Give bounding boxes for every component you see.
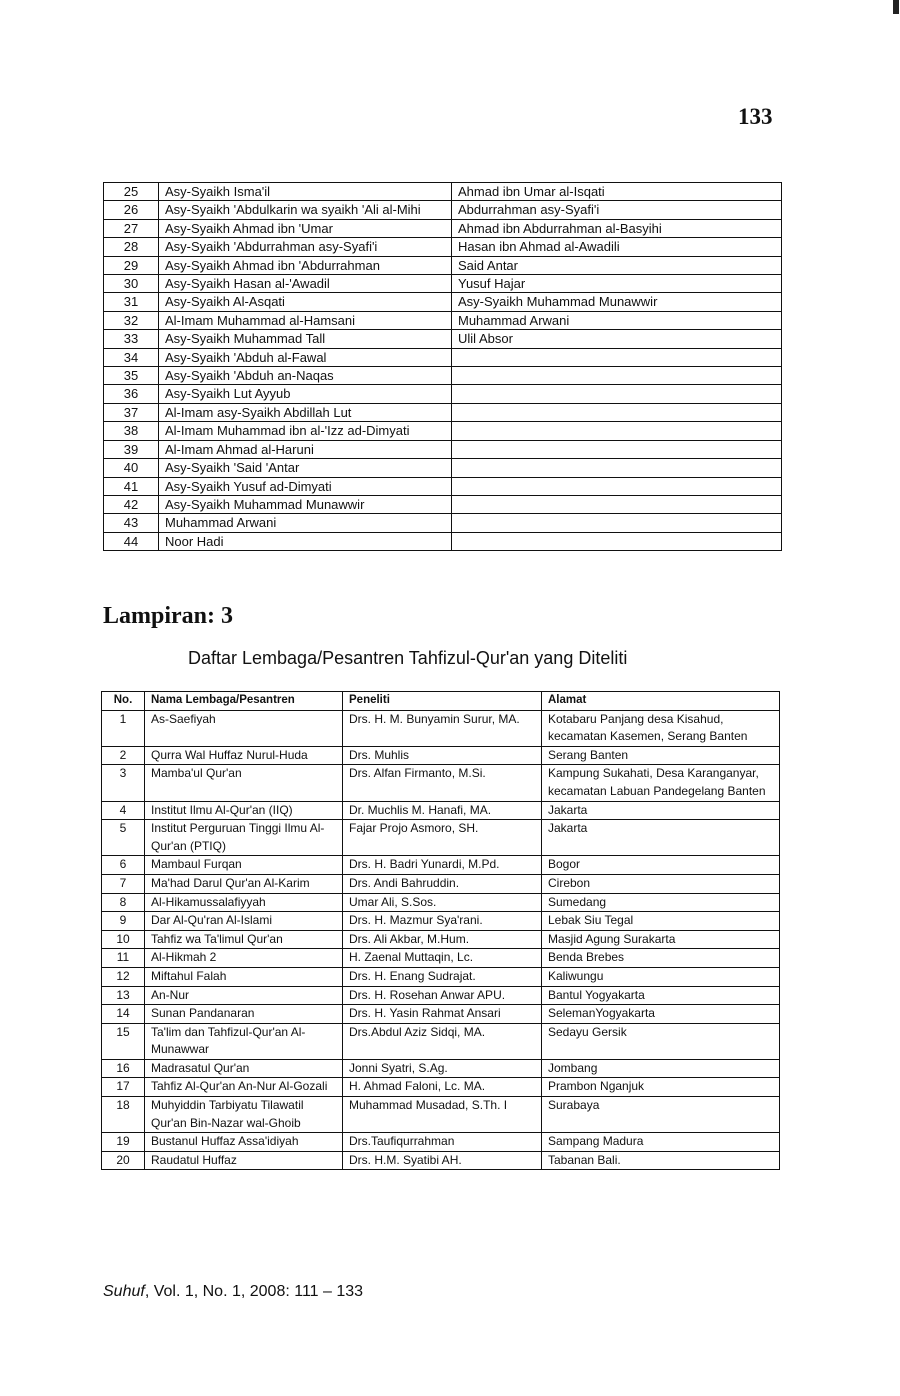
- row-number: 30: [104, 275, 159, 293]
- table-row: [102, 874, 780, 893]
- sanad-name-alt: Ulil Absor: [452, 330, 782, 348]
- pesantren-name: Institut Ilmu Al-Qur'an (IIQ): [145, 801, 343, 820]
- table-row: [102, 746, 780, 765]
- table-row: [102, 820, 780, 856]
- table-row: [102, 1059, 780, 1078]
- sanad-name-alt: Ahmad ibn Abdurrahman al-Basyihi: [452, 219, 782, 237]
- row-number: 3: [102, 765, 145, 801]
- address: Kaliwungu: [542, 967, 780, 986]
- sanad-name: Asy-Syaikh 'Said 'Antar: [159, 459, 452, 477]
- table-row: [104, 219, 782, 237]
- row-number: 15: [102, 1023, 145, 1059]
- table-row: [102, 856, 780, 875]
- sanad-table: [103, 182, 782, 551]
- row-number: 1: [102, 710, 145, 746]
- address: Sampang Madura: [542, 1133, 780, 1152]
- researcher-name: Fajar Projo Asmoro, SH.: [343, 820, 542, 856]
- citation-details: , Vol. 1, No. 1, 2008: 111 – 133: [144, 1283, 364, 1300]
- row-number: 16: [102, 1059, 145, 1078]
- pesantren-name: Mambaul Furqan: [145, 856, 343, 875]
- address: SelemanYogyakarta: [542, 1005, 780, 1024]
- table-row: [102, 1078, 780, 1097]
- pesantren-name: Raudatul Huffaz: [145, 1151, 343, 1170]
- address: Bantul Yogyakarta: [542, 986, 780, 1005]
- researcher-name: Drs. H. Badri Yunardi, M.Pd.: [343, 856, 542, 875]
- sanad-name-alt: [452, 422, 782, 440]
- table-row: [104, 256, 782, 274]
- sanad-name: Asy-Syaikh Ahmad ibn 'Abdurrahman: [159, 256, 452, 274]
- pesantren-table-body: [102, 710, 780, 1170]
- address: Surabaya: [542, 1097, 780, 1133]
- sanad-name: Asy-Syaikh Muhammad Munawwir: [159, 495, 452, 513]
- pesantren-name: Al-Hikamussalafiyyah: [145, 893, 343, 912]
- pesantren-name: Tahfiz Al-Qur'an An-Nur Al-Gozali: [145, 1078, 343, 1097]
- sanad-name: Muhammad Arwani: [159, 514, 452, 532]
- row-number: 35: [104, 367, 159, 385]
- pesantren-name: Ta'lim dan Tahfizul-Qur'an Al-Munawwar: [145, 1023, 343, 1059]
- row-number: 20: [102, 1151, 145, 1170]
- row-number: 38: [104, 422, 159, 440]
- sanad-name-alt: [452, 514, 782, 532]
- researcher-name: Drs. Ali Akbar, M.Hum.: [343, 930, 542, 949]
- row-number: 19: [102, 1133, 145, 1152]
- sanad-name-alt: Said Antar: [452, 256, 782, 274]
- row-number: 25: [104, 183, 159, 201]
- address: Sumedang: [542, 893, 780, 912]
- sanad-name: Asy-Syaikh Hasan al-'Awadil: [159, 275, 452, 293]
- address: Kampung Sukahati, Desa Karanganyar, kecamatan Labuan Pandegelang Banten: [542, 765, 780, 801]
- sanad-name: Asy-Syaikh Yusuf ad-Dimyati: [159, 477, 452, 495]
- sanad-name-alt: [452, 367, 782, 385]
- pesantren-name: Qurra Wal Huffaz Nurul-Huda: [145, 746, 343, 765]
- sanad-name-alt: Asy-Syaikh Muhammad Munawwir: [452, 293, 782, 311]
- table-row: [104, 422, 782, 440]
- researcher-name: Drs. H.M. Syatibi AH.: [343, 1151, 542, 1170]
- sanad-name: Asy-Syaikh Lut Ayyub: [159, 385, 452, 403]
- table-row: [104, 293, 782, 311]
- row-number: 13: [102, 986, 145, 1005]
- table-row: [102, 930, 780, 949]
- table-row: [102, 893, 780, 912]
- address: Benda Brebes: [542, 949, 780, 968]
- sanad-name: Al-Imam Muhammad al-Hamsani: [159, 311, 452, 329]
- sanad-name-alt: [452, 495, 782, 513]
- row-number: 34: [104, 348, 159, 366]
- row-number: 28: [104, 238, 159, 256]
- table-row: [102, 1005, 780, 1024]
- pesantren-name: Mamba'ul Qur'an: [145, 765, 343, 801]
- table-row: [102, 1151, 780, 1170]
- scan-mark: [893, 0, 899, 14]
- sanad-name-alt: Yusuf Hajar: [452, 275, 782, 293]
- sanad-name: Al-Imam Muhammad ibn al-'Izz ad-Dimyati: [159, 422, 452, 440]
- address: Cirebon: [542, 874, 780, 893]
- row-number: 17: [102, 1078, 145, 1097]
- sanad-name: Asy-Syaikh 'Abdulkarin wa syaikh 'Ali al-Mihi: [159, 201, 452, 219]
- sanad-name: Asy-Syaikh Al-Asqati: [159, 293, 452, 311]
- table-row: [104, 514, 782, 532]
- researcher-name: Muhammad Musadad, S.Th. I: [343, 1097, 542, 1133]
- address: Tabanan Bali.: [542, 1151, 780, 1170]
- table-row: [102, 1097, 780, 1133]
- sanad-name-alt: [452, 348, 782, 366]
- table-row: [104, 183, 782, 201]
- pesantren-name: Dar Al-Qu'ran Al-Islami: [145, 912, 343, 931]
- researcher-name: Drs. Muhlis: [343, 746, 542, 765]
- address: Lebak Siu Tegal: [542, 912, 780, 931]
- address: Jombang: [542, 1059, 780, 1078]
- pesantren-name: As-Saefiyah: [145, 710, 343, 746]
- researcher-name: Drs. Alfan Firmanto, M.Si.: [343, 765, 542, 801]
- row-number: 43: [104, 514, 159, 532]
- sanad-name-alt: [452, 477, 782, 495]
- sanad-name: Asy-Syaikh 'Abduh al-Fawal: [159, 348, 452, 366]
- row-number: 18: [102, 1097, 145, 1133]
- row-number: 41: [104, 477, 159, 495]
- row-number: 29: [104, 256, 159, 274]
- pesantren-name: Muhyiddin Tarbiyatu Tilawatil Qur'an Bin-Nazar wal-Ghoib: [145, 1097, 343, 1133]
- table-row: [102, 710, 780, 746]
- sanad-name-alt: Abdurrahman asy-Syafi'i: [452, 201, 782, 219]
- researcher-name: Dr. Muchlis M. Hanafi, MA.: [343, 801, 542, 820]
- researcher-name: Drs. H. Enang Sudrajat.: [343, 967, 542, 986]
- row-number: 36: [104, 385, 159, 403]
- row-number: 5: [102, 820, 145, 856]
- sanad-name-alt: Muhammad Arwani: [452, 311, 782, 329]
- sanad-name: Asy-Syaikh Isma'il: [159, 183, 452, 201]
- researcher-name: Drs. H. Mazmur Sya'rani.: [343, 912, 542, 931]
- pesantren-name: An-Nur: [145, 986, 343, 1005]
- page-number: 133: [738, 104, 773, 129]
- researcher-name: H. Zaenal Muttaqin, Lc.: [343, 949, 542, 968]
- table-row: [104, 495, 782, 513]
- table-row: [104, 348, 782, 366]
- row-number: 27: [104, 219, 159, 237]
- table-row: [102, 986, 780, 1005]
- row-number: 40: [104, 459, 159, 477]
- pesantren-table: [101, 691, 780, 1170]
- row-number: 31: [104, 293, 159, 311]
- row-number: 33: [104, 330, 159, 348]
- sanad-name: Al-Imam asy-Syaikh Abdillah Lut: [159, 403, 452, 421]
- table-row: [104, 311, 782, 329]
- sanad-table-body: [104, 183, 782, 551]
- researcher-name: Drs. H. Yasin Rahmat Ansari: [343, 1005, 542, 1024]
- row-number: 8: [102, 893, 145, 912]
- sanad-name: Asy-Syaikh Muhammad Tall: [159, 330, 452, 348]
- sanad-name-alt: [452, 385, 782, 403]
- address: Jakarta: [542, 801, 780, 820]
- sanad-name-alt: Hasan ibn Ahmad al-Awadili: [452, 238, 782, 256]
- row-number: 44: [104, 532, 159, 550]
- table-row: [104, 201, 782, 219]
- header-peneliti: Peneliti: [343, 692, 542, 711]
- row-number: 42: [104, 495, 159, 513]
- table-row: [102, 765, 780, 801]
- row-number: 37: [104, 403, 159, 421]
- address: Kotabaru Panjang desa Kisahud, kecamatan Kasemen, Serang Banten: [542, 710, 780, 746]
- table-row: [104, 459, 782, 477]
- address: Serang Banten: [542, 746, 780, 765]
- sanad-name: Asy-Syaikh Ahmad ibn 'Umar: [159, 219, 452, 237]
- row-number: 10: [102, 930, 145, 949]
- table-row: [104, 403, 782, 421]
- researcher-name: Drs. H. M. Bunyamin Surur, MA.: [343, 710, 542, 746]
- sanad-name: Noor Hadi: [159, 532, 452, 550]
- researcher-name: H. Ahmad Faloni, Lc. MA.: [343, 1078, 542, 1097]
- row-number: 11: [102, 949, 145, 968]
- table-row: [102, 912, 780, 931]
- table-row: [104, 532, 782, 550]
- table-header-row: [102, 692, 780, 711]
- table-row: [102, 1023, 780, 1059]
- researcher-name: Umar Ali, S.Sos.: [343, 893, 542, 912]
- table-row: [104, 477, 782, 495]
- table-row: [104, 440, 782, 458]
- researcher-name: Drs.Abdul Aziz Sidqi, MA.: [343, 1023, 542, 1059]
- pesantren-name: Institut Perguruan Tinggi Ilmu Al-Qur'an (PTIQ): [145, 820, 343, 856]
- row-number: 32: [104, 311, 159, 329]
- row-number: 6: [102, 856, 145, 875]
- pesantren-name: Al-Hikmah 2: [145, 949, 343, 968]
- address: Prambon Nganjuk: [542, 1078, 780, 1097]
- table-row: [102, 801, 780, 820]
- sanad-name-alt: [452, 459, 782, 477]
- sanad-name-alt: [452, 440, 782, 458]
- sanad-name-alt: [452, 532, 782, 550]
- sanad-name-alt: Ahmad ibn Umar al-Isqati: [452, 183, 782, 201]
- researcher-name: Jonni Syatri, S.Ag.: [343, 1059, 542, 1078]
- pesantren-name: Madrasatul Qur'an: [145, 1059, 343, 1078]
- row-number: 4: [102, 801, 145, 820]
- pesantren-name: Sunan Pandanaran: [145, 1005, 343, 1024]
- header-alamat: Alamat: [542, 692, 780, 711]
- row-number: 14: [102, 1005, 145, 1024]
- pesantren-name: Ma'had Darul Qur'an Al-Karim: [145, 874, 343, 893]
- sanad-name: Al-Imam Ahmad al-Haruni: [159, 440, 452, 458]
- row-number: 39: [104, 440, 159, 458]
- address: Sedayu Gersik: [542, 1023, 780, 1059]
- row-number: 12: [102, 967, 145, 986]
- table-row: [104, 275, 782, 293]
- row-number: 9: [102, 912, 145, 931]
- table-row: [102, 949, 780, 968]
- address: Masjid Agung Surakarta: [542, 930, 780, 949]
- row-number: 2: [102, 746, 145, 765]
- table-row: [102, 1133, 780, 1152]
- sanad-name: Asy-Syaikh 'Abduh an-Naqas: [159, 367, 452, 385]
- address: Bogor: [542, 856, 780, 875]
- row-number: 7: [102, 874, 145, 893]
- address: Jakarta: [542, 820, 780, 856]
- table-row: [102, 967, 780, 986]
- pesantren-name: Bustanul Huffaz Assa'idiyah: [145, 1133, 343, 1152]
- table-row: [104, 385, 782, 403]
- sanad-name-alt: [452, 403, 782, 421]
- header-nama: Nama Lembaga/Pesantren: [145, 692, 343, 711]
- table-row: [104, 238, 782, 256]
- section-subtitle: Daftar Lembaga/Pesantren Tahfizul-Qur'an yang Diteliti: [188, 648, 628, 668]
- section-title: Lampiran: 3: [103, 603, 234, 629]
- header-no: No.: [102, 692, 145, 711]
- pesantren-name: Miftahul Falah: [145, 967, 343, 986]
- researcher-name: Drs.Taufiqurrahman: [343, 1133, 542, 1152]
- sanad-name: Asy-Syaikh 'Abdurrahman asy-Syafi'i: [159, 238, 452, 256]
- journal-name: Suhuf: [103, 1283, 145, 1300]
- researcher-name: Drs. H. Rosehan Anwar APU.: [343, 986, 542, 1005]
- table-row: [104, 367, 782, 385]
- row-number: 26: [104, 201, 159, 219]
- table-row: [104, 330, 782, 348]
- researcher-name: Drs. Andi Bahruddin.: [343, 874, 542, 893]
- footer-citation: [103, 1283, 363, 1301]
- pesantren-name: Tahfiz wa Ta'limul Qur'an: [145, 930, 343, 949]
